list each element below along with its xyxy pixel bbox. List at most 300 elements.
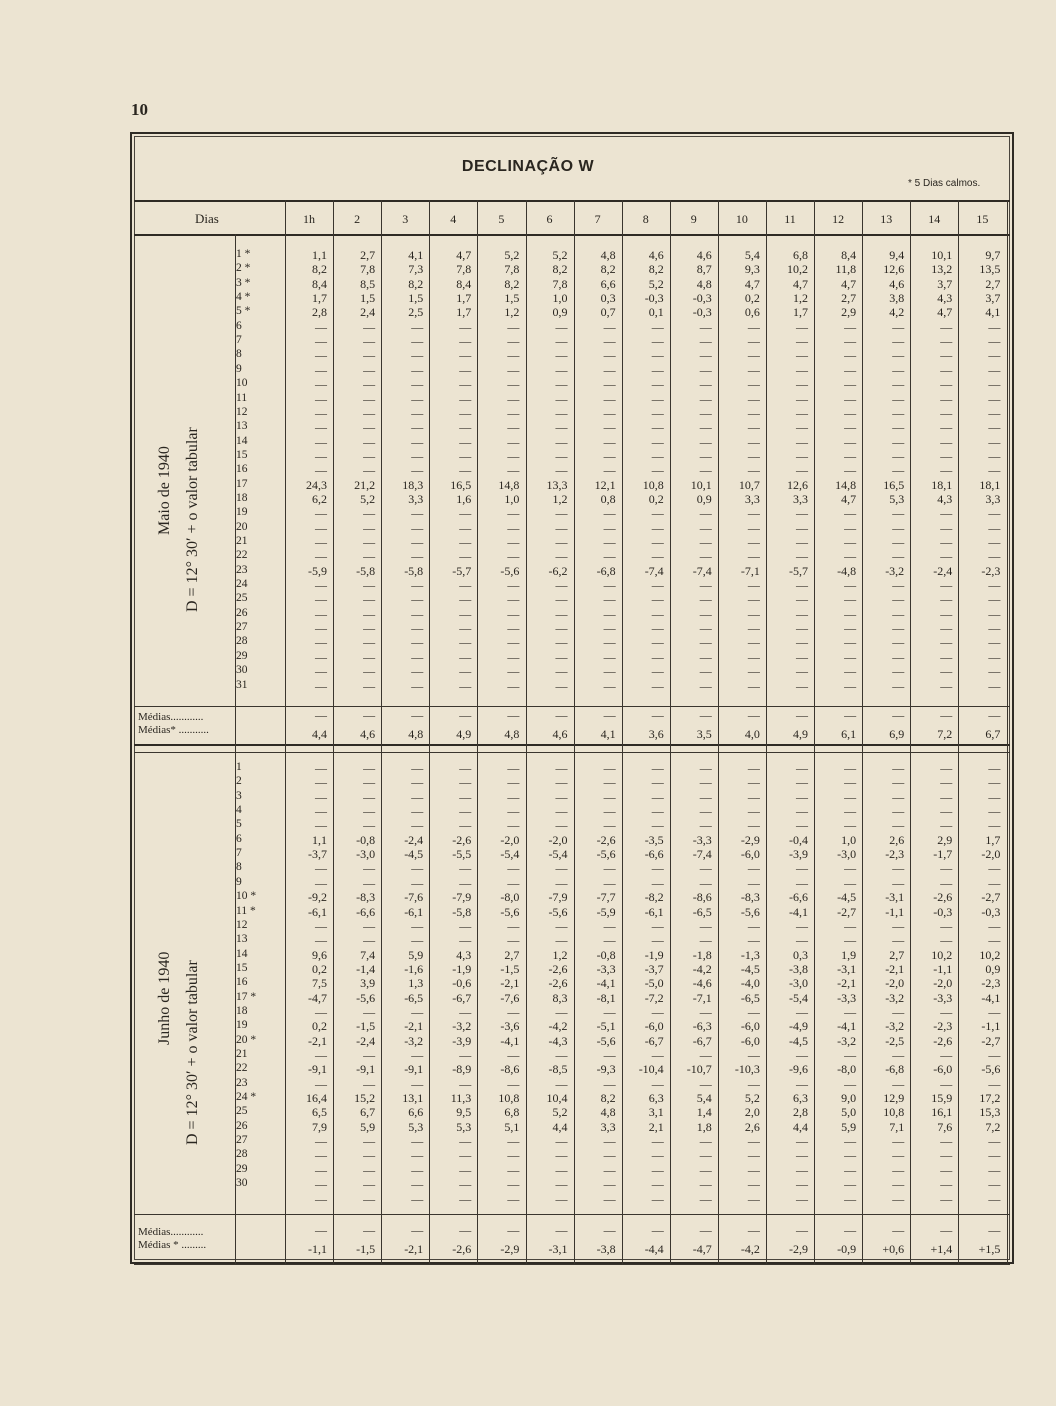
- june-cell: —: [459, 789, 472, 804]
- may-cell: -0,3: [644, 291, 664, 306]
- june-day-label: 15: [236, 961, 248, 974]
- june-cell: —: [844, 933, 857, 948]
- may-medias-star-cell: 4,9: [793, 727, 808, 741]
- june-cell: 0,9: [985, 961, 1001, 976]
- june-cell: -3,0: [356, 847, 376, 862]
- may-cell: —: [507, 649, 520, 664]
- june-cell: 3,3: [600, 1119, 616, 1134]
- may-cell: —: [363, 506, 376, 521]
- june-cell: -6,7: [452, 990, 472, 1005]
- may-cell: —: [651, 535, 664, 549]
- june-cell: —: [459, 875, 472, 890]
- june-medias-cell: —: [507, 1223, 520, 1237]
- june-cell: 3,9: [360, 976, 376, 991]
- may-medias-cell: —: [796, 708, 808, 722]
- may-cell: 1,7: [456, 305, 472, 320]
- may-cell: —: [940, 649, 953, 664]
- june-medias-cell: —: [844, 1223, 857, 1237]
- may-cell: —: [411, 348, 424, 363]
- table-rule-6: [134, 1264, 1010, 1265]
- may-cell: —: [892, 606, 905, 621]
- may-cell: -5,8: [356, 563, 376, 578]
- june-cell: —: [411, 933, 424, 948]
- june-cell: —: [699, 1162, 712, 1177]
- may-medias-star-label: Médias* ...........: [138, 724, 209, 736]
- may-cell: 7,8: [504, 262, 520, 277]
- june-cell: 6,3: [648, 1091, 664, 1106]
- may-cell: 8,2: [552, 262, 568, 277]
- june-cell: 2,7: [504, 947, 520, 962]
- may-cell: —: [459, 319, 472, 334]
- june-cell: -7,2: [644, 990, 664, 1005]
- june-cell: 10,4: [546, 1091, 568, 1106]
- june-cell: —: [844, 1191, 857, 1206]
- may-cell: —: [315, 664, 327, 679]
- may-cell: —: [555, 578, 568, 593]
- june-cell: -3,8: [789, 961, 808, 976]
- june-cell: -2,0: [933, 976, 953, 991]
- june-day-label: 9: [236, 875, 242, 888]
- may-cell: —: [507, 506, 520, 521]
- june-cell: -3,3: [933, 990, 953, 1005]
- june-cell: —: [315, 761, 327, 775]
- may-cell: —: [555, 463, 568, 478]
- june-cell: -6,0: [740, 1019, 760, 1034]
- june-medias-cell: —: [699, 1223, 712, 1237]
- may-cell: —: [507, 362, 520, 377]
- june-cell: —: [699, 1148, 712, 1163]
- may-day-label: 10: [236, 377, 248, 390]
- may-cell: —: [651, 592, 664, 607]
- june-cell: —: [603, 1004, 616, 1019]
- june-cell: 1,7: [985, 832, 1001, 847]
- column-rule-9: [718, 200, 719, 1264]
- june-cell: -5,4: [548, 847, 568, 862]
- june-cell: —: [699, 1048, 712, 1062]
- may-cell: —: [315, 319, 327, 334]
- june-cell: —: [940, 918, 953, 933]
- june-cell: —: [988, 918, 1001, 933]
- may-cell: —: [363, 592, 376, 607]
- june-cell: -3,2: [885, 1019, 905, 1034]
- may-cell: 8,7: [696, 262, 712, 277]
- june-cell: —: [747, 1191, 760, 1206]
- june-cell: 11,3: [450, 1091, 472, 1106]
- june-cell: —: [507, 918, 520, 933]
- june-cell: -2,6: [452, 832, 472, 847]
- may-cell: 2,5: [408, 305, 424, 320]
- may-cell: —: [940, 520, 953, 535]
- june-cell: 5,9: [408, 947, 424, 962]
- june-cell: —: [315, 1162, 327, 1177]
- may-cell: —: [315, 635, 327, 650]
- june-cell: —: [796, 1177, 808, 1192]
- june-cell: —: [796, 861, 808, 876]
- may-cell: —: [940, 664, 953, 679]
- table-rule-5: [134, 1214, 1010, 1215]
- june-cell: -4,9: [789, 1019, 808, 1034]
- june-cell: —: [844, 818, 857, 833]
- may-cell: 3,7: [985, 291, 1001, 306]
- june-day-label: 12: [236, 918, 248, 931]
- may-cell: —: [315, 621, 327, 636]
- may-cell: —: [603, 420, 616, 435]
- june-cell: —: [651, 1177, 664, 1192]
- may-cell: 1,6: [456, 491, 472, 506]
- june-day-label: 27: [236, 1134, 248, 1147]
- column-rule-13: [910, 200, 911, 1264]
- may-cell: —: [459, 377, 472, 392]
- june-cell: —: [315, 775, 327, 790]
- may-cell: —: [507, 664, 520, 679]
- may-cell: 4,8: [696, 276, 712, 291]
- may-cell: 9,4: [889, 248, 905, 262]
- may-cell: —: [411, 678, 424, 693]
- june-cell: -5,5: [452, 847, 472, 862]
- may-day-label: 5 *: [236, 305, 251, 318]
- june-medias-cell: —: [940, 1223, 953, 1237]
- june-cell: -1,5: [356, 1019, 376, 1034]
- may-cell: —: [315, 463, 327, 478]
- may-cell: —: [747, 463, 760, 478]
- june-cell: -4,1: [981, 990, 1001, 1005]
- june-cell: -8,9: [452, 1062, 472, 1077]
- june-cell: —: [844, 875, 857, 890]
- may-cell: —: [603, 463, 616, 478]
- june-medias-cell: —: [892, 1223, 905, 1237]
- may-cell: —: [459, 348, 472, 363]
- june-cell: 0,2: [312, 961, 327, 976]
- may-cell: —: [507, 549, 520, 564]
- june-cell: —: [507, 789, 520, 804]
- june-cell: —: [315, 1148, 327, 1163]
- june-cell: —: [555, 1134, 568, 1149]
- june-cell: —: [747, 761, 760, 775]
- june-medias-star-cell: -3,1: [548, 1242, 568, 1256]
- june-cell: —: [988, 761, 1001, 775]
- june-cell: 5,1: [504, 1119, 520, 1134]
- may-cell: —: [459, 420, 472, 435]
- june-cell: —: [651, 861, 664, 876]
- june-cell: -8,0: [837, 1062, 857, 1077]
- may-cell: —: [459, 578, 472, 593]
- june-cell: -8,3: [356, 890, 376, 905]
- june-cell: —: [411, 761, 424, 775]
- june-cell: —: [555, 818, 568, 833]
- may-cell: —: [315, 606, 327, 621]
- may-cell: 1,1: [312, 248, 327, 262]
- may-cell: 1,0: [552, 291, 568, 306]
- may-cell: —: [507, 334, 520, 349]
- june-medias-star-cell: -2,9: [789, 1242, 808, 1256]
- may-cell: —: [844, 664, 857, 679]
- june-cell: -6,6: [789, 890, 808, 905]
- may-cell: —: [507, 578, 520, 593]
- may-cell: 5,4: [744, 248, 760, 262]
- june-cell: —: [555, 761, 568, 775]
- may-cell: —: [651, 319, 664, 334]
- may-cell: —: [844, 348, 857, 363]
- may-cell: —: [699, 549, 712, 564]
- may-cell: —: [603, 362, 616, 377]
- june-cell: 10,2: [979, 947, 1001, 962]
- may-cell: —: [747, 377, 760, 392]
- may-cell: —: [411, 578, 424, 593]
- june-cell: -3,9: [789, 847, 808, 862]
- june-cell: -5,6: [596, 1033, 616, 1048]
- may-cell: —: [411, 405, 424, 420]
- june-cell: -6,1: [404, 904, 424, 919]
- june-cell: —: [603, 761, 616, 775]
- may-cell: —: [988, 664, 1001, 679]
- may-cell: —: [459, 535, 472, 549]
- june-cell: —: [363, 1048, 376, 1062]
- june-cell: —: [507, 818, 520, 833]
- june-cell: -3,3: [692, 832, 712, 847]
- may-cell: —: [892, 649, 905, 664]
- may-cell: —: [699, 334, 712, 349]
- may-cell: —: [892, 535, 905, 549]
- june-medias-cell: —: [555, 1223, 568, 1237]
- may-cell: —: [363, 434, 376, 449]
- june-cell: —: [555, 1004, 568, 1019]
- may-cell: —: [796, 606, 808, 621]
- june-cell: -9,1: [356, 1062, 376, 1077]
- may-cell: —: [651, 405, 664, 420]
- may-cell: 1,7: [456, 291, 472, 306]
- may-cell: —: [459, 506, 472, 521]
- june-cell: —: [988, 1076, 1001, 1091]
- may-day-label: 12: [236, 405, 248, 418]
- june-cell: 16,1: [931, 1105, 953, 1120]
- june-cell: -3,2: [452, 1019, 472, 1034]
- may-cell: —: [555, 362, 568, 377]
- june-cell: 1,4: [696, 1105, 712, 1120]
- may-cell: -0,3: [692, 305, 712, 320]
- may-medias-star-cell: 4,8: [504, 727, 520, 741]
- may-cell: —: [844, 678, 857, 693]
- may-cell: 16,5: [883, 477, 905, 492]
- june-cell: —: [988, 775, 1001, 790]
- may-cell: 4,3: [937, 291, 953, 306]
- june-cell: 15,2: [354, 1091, 376, 1106]
- may-cell: —: [555, 420, 568, 435]
- may-cell: —: [892, 635, 905, 650]
- may-cell: -5,8: [404, 563, 424, 578]
- june-cell: -7,1: [692, 990, 712, 1005]
- may-cell: —: [747, 649, 760, 664]
- may-cell: 4,7: [744, 276, 760, 291]
- may-cell: -6,2: [548, 563, 568, 578]
- may-cell: —: [747, 434, 760, 449]
- column-rule-4: [477, 200, 478, 1264]
- june-day-label: 13: [236, 933, 248, 946]
- may-cell: —: [747, 621, 760, 636]
- june-cell: -9,1: [404, 1062, 424, 1077]
- may-cell: —: [603, 348, 616, 363]
- june-medias-label: Médias............: [138, 1226, 204, 1238]
- may-cell: —: [363, 391, 376, 406]
- june-cell: —: [892, 1162, 905, 1177]
- may-cell: —: [940, 377, 953, 392]
- june-cell: —: [603, 1134, 616, 1149]
- header-hour-8: 8: [642, 212, 649, 226]
- header-hour-9: 9: [690, 212, 697, 226]
- may-cell: 13,5: [979, 262, 1001, 277]
- may-cell: 8,2: [504, 276, 520, 291]
- june-cell: 0,2: [312, 1019, 327, 1034]
- june-cell: 7,9: [312, 1119, 327, 1134]
- june-cell: —: [411, 818, 424, 833]
- june-cell: -1,1: [933, 961, 953, 976]
- may-cell: —: [315, 520, 327, 535]
- may-cell: —: [747, 334, 760, 349]
- may-cell: —: [796, 578, 808, 593]
- june-cell: —: [892, 1076, 905, 1091]
- june-cell: —: [844, 1048, 857, 1062]
- may-cell: 9,7: [985, 248, 1001, 262]
- column-rule-3: [429, 200, 430, 1264]
- may-cell: —: [796, 334, 808, 349]
- june-cell: —: [651, 1162, 664, 1177]
- june-cell: -2,6: [548, 976, 568, 991]
- may-medias-cell: —: [507, 708, 520, 722]
- header-hour-10: 10: [735, 212, 748, 226]
- may-cell: —: [988, 463, 1001, 478]
- header-hour-1: 1h: [303, 212, 315, 226]
- june-cell: -6,0: [740, 1033, 760, 1048]
- may-cell: —: [988, 592, 1001, 607]
- june-cell: —: [411, 861, 424, 876]
- may-medias-star-cell: 6,1: [841, 727, 857, 741]
- june-cell: —: [892, 1191, 905, 1206]
- may-cell: —: [651, 520, 664, 535]
- may-cell: —: [507, 606, 520, 621]
- june-cell: -6,0: [644, 1019, 664, 1034]
- june-cell: —: [940, 1162, 953, 1177]
- june-cell: —: [940, 875, 953, 890]
- may-cell: 5,2: [552, 248, 568, 262]
- june-cell: -3,0: [837, 847, 857, 862]
- may-cell: —: [747, 405, 760, 420]
- june-medias-star-cell: -2,1: [404, 1242, 424, 1256]
- june-cell: —: [940, 1148, 953, 1163]
- june-cell: —: [844, 789, 857, 804]
- june-cell: —: [699, 804, 712, 819]
- june-cell: —: [988, 818, 1001, 833]
- may-cell: —: [940, 578, 953, 593]
- june-cell: —: [363, 1076, 376, 1091]
- june-medias-cell: —: [651, 1223, 664, 1237]
- june-cell: 7,1: [889, 1119, 905, 1134]
- may-cell: —: [555, 592, 568, 607]
- may-medias-star-cell: 3,6: [648, 727, 664, 741]
- june-cell: 5,2: [552, 1105, 568, 1120]
- june-medias-star-cell: -1,5: [356, 1242, 376, 1256]
- may-day-label: 9: [236, 362, 242, 375]
- may-cell: —: [940, 448, 953, 463]
- june-cell: —: [411, 1177, 424, 1192]
- june-cell: -8,1: [596, 990, 616, 1005]
- june-cell: —: [747, 1004, 760, 1019]
- june-cell: —: [892, 761, 905, 775]
- may-cell: 5,2: [648, 276, 664, 291]
- june-cell: 4,4: [793, 1119, 808, 1134]
- june-cell: —: [747, 875, 760, 890]
- june-cell: —: [844, 1162, 857, 1177]
- may-cell: 7,8: [552, 276, 568, 291]
- may-cell: —: [411, 434, 424, 449]
- june-cell: —: [555, 1191, 568, 1206]
- june-cell: -5,4: [500, 847, 520, 862]
- june-day-label: 14: [236, 947, 248, 960]
- may-cell: 4,6: [889, 276, 905, 291]
- may-cell: 1,5: [408, 291, 424, 306]
- may-cell: —: [315, 535, 327, 549]
- may-cell: —: [507, 434, 520, 449]
- june-cell: —: [603, 933, 616, 948]
- may-cell: —: [555, 678, 568, 693]
- may-cell: —: [603, 592, 616, 607]
- may-medias-star-cell: 4,8: [408, 727, 424, 741]
- june-cell: -3,2: [885, 990, 905, 1005]
- may-cell: —: [844, 635, 857, 650]
- may-cell: —: [988, 649, 1001, 664]
- may-cell: —: [315, 334, 327, 349]
- header-hour-3: 3: [402, 212, 409, 226]
- june-cell: —: [988, 1048, 1001, 1062]
- may-cell: —: [892, 377, 905, 392]
- may-cell: —: [363, 463, 376, 478]
- june-cell: —: [315, 918, 327, 933]
- may-cell: —: [988, 678, 1001, 693]
- may-cell: —: [892, 463, 905, 478]
- june-medias-star-cell: -3,8: [596, 1242, 616, 1256]
- may-cell: —: [699, 621, 712, 636]
- june-cell: 9,5: [456, 1105, 472, 1120]
- june-cell: —: [796, 761, 808, 775]
- may-cell: —: [411, 635, 424, 650]
- may-cell: —: [940, 506, 953, 521]
- may-cell: —: [699, 420, 712, 435]
- may-day-label: 28: [236, 635, 248, 648]
- may-cell: —: [796, 463, 808, 478]
- may-cell: 4,7: [841, 491, 857, 506]
- june-cell: -4,3: [548, 1033, 568, 1048]
- may-cell: 10,1: [690, 477, 712, 492]
- june-cell: -2,0: [548, 832, 568, 847]
- may-cell: —: [844, 578, 857, 593]
- june-cell: —: [699, 775, 712, 790]
- may-cell: 4,6: [696, 248, 712, 262]
- may-cell: —: [892, 506, 905, 521]
- may-cell: —: [892, 664, 905, 679]
- june-cell: —: [892, 861, 905, 876]
- may-cell: —: [507, 535, 520, 549]
- june-cell: 2,1: [648, 1119, 664, 1134]
- june-cell: -2,6: [933, 890, 953, 905]
- may-cell: —: [315, 434, 327, 449]
- june-medias-star-cell: -1,1: [308, 1242, 327, 1256]
- may-cell: —: [892, 319, 905, 334]
- june-medias-star-cell: -0,9: [837, 1242, 857, 1256]
- june-cell: —: [892, 1004, 905, 1019]
- june-cell: -1,8: [692, 947, 712, 962]
- june-day-label: 10 *: [236, 890, 257, 903]
- june-cell: —: [555, 804, 568, 819]
- may-cell: -5,7: [452, 563, 472, 578]
- june-cell: —: [796, 804, 808, 819]
